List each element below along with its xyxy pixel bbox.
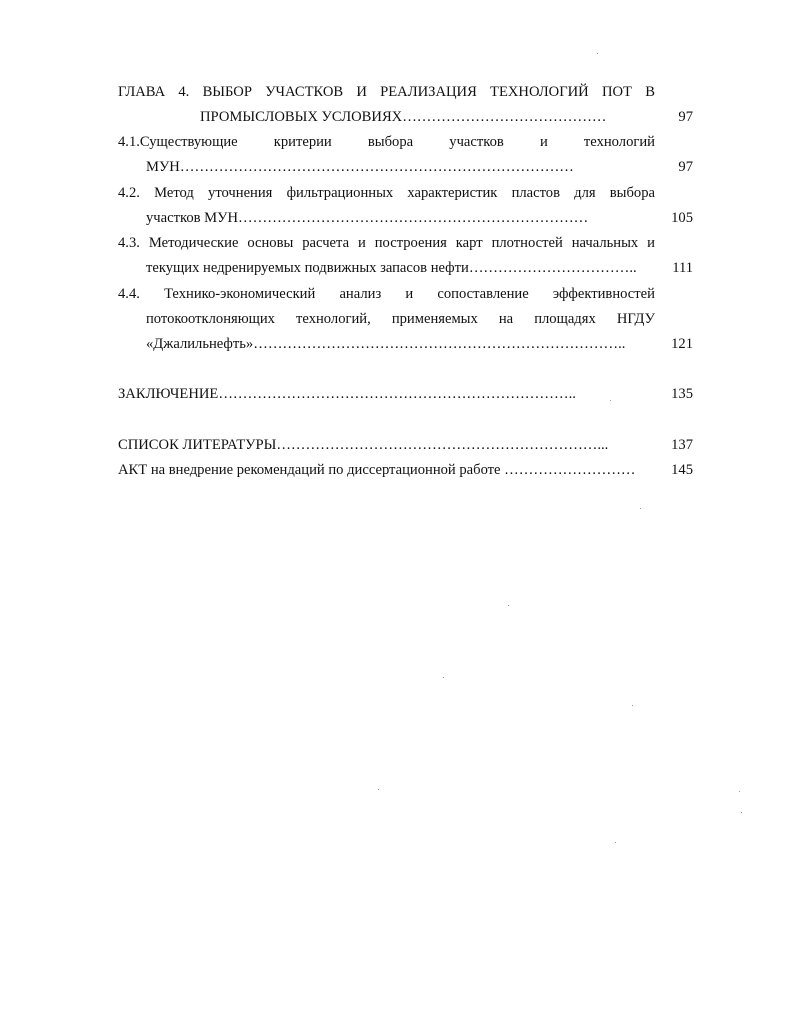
- toc-section-4-2-title-cont: участков МУН………………………………………………………………: [146, 210, 589, 226]
- toc-word: эффективностей: [552, 286, 655, 302]
- toc-word: критерии: [273, 134, 332, 150]
- toc-word: участков: [449, 134, 504, 150]
- toc-word: УЧАСТКОВ: [265, 84, 344, 100]
- scan-speck: [741, 812, 742, 813]
- toc-section-4-1-title-cont: МУН………………………………………………………………………: [146, 159, 574, 175]
- toc-section-4-4-title-words: [118, 283, 655, 305]
- toc-section-4-1-page: 97: [678, 159, 693, 175]
- toc-word: НГДУ: [616, 311, 655, 327]
- scan-speck: [739, 791, 740, 792]
- toc-word: В: [645, 84, 655, 100]
- toc-section-4-4-page: 121: [671, 336, 693, 352]
- toc-word: Методические: [148, 235, 239, 251]
- scan-speck: [508, 605, 509, 606]
- toc-word: потокоотклоняющих: [146, 311, 275, 327]
- toc-word: и: [405, 286, 414, 302]
- scan-speck: [443, 677, 444, 678]
- toc-word: ТЕХНОЛОГИЙ: [490, 84, 589, 100]
- scan-speck: [378, 789, 379, 790]
- toc-word: выбора: [609, 185, 655, 201]
- toc-word: сопоставление: [437, 286, 529, 302]
- toc-section-4-3-title-words: [118, 232, 655, 254]
- toc-word: Метод: [154, 185, 194, 201]
- toc-section-4-2-title-words: [118, 182, 655, 204]
- toc-chapter-4-line-1: [118, 81, 693, 103]
- toc-act-page: 145: [671, 462, 693, 478]
- toc-word: и: [358, 235, 366, 251]
- toc-chapter-4-title-cont: ПРОМЫСЛОВЫХ УСЛОВИЯХ……………………………………: [200, 109, 607, 125]
- toc-section-4-4-title-cont-words: [146, 308, 655, 330]
- toc-section-4-1-line-2: [118, 156, 693, 178]
- toc-word: и: [647, 235, 655, 251]
- toc-references: [118, 434, 693, 456]
- toc-act-title: АКТ на внедрение рекомендаций по диссертационной работе ………………………: [118, 462, 636, 478]
- toc-word: 4.1.Существующие: [118, 134, 238, 150]
- toc-word: площадях: [534, 311, 596, 327]
- toc-word: 4.3.: [118, 235, 140, 251]
- scan-speck: [632, 705, 633, 706]
- toc-word: выбора: [367, 134, 414, 150]
- toc-section-4-4-line-3: [118, 333, 693, 355]
- toc-section-4-3-line-1: [118, 232, 693, 254]
- toc-word: карт: [455, 235, 483, 251]
- toc-section-4-2-page: 105: [671, 210, 693, 226]
- toc-word: пластов: [511, 185, 560, 201]
- toc-word: характеристик: [407, 185, 498, 201]
- toc-word: основы: [247, 235, 294, 251]
- toc-word: плотностей: [491, 235, 563, 251]
- toc-conclusion-page: 135: [671, 386, 693, 402]
- toc-conclusion-title: ЗАКЛЮЧЕНИЕ………………………………………………………………..: [118, 386, 576, 402]
- toc-section-4-4-line-1: [118, 283, 693, 305]
- scan-speck: [640, 508, 641, 509]
- toc-word: начальных: [571, 235, 639, 251]
- toc-word: на: [498, 311, 514, 327]
- toc-word: РЕАЛИЗАЦИЯ: [380, 84, 477, 100]
- toc-section-4-2-line-1: [118, 182, 693, 204]
- scan-speck: [615, 842, 616, 843]
- toc-word: применяемых: [391, 311, 478, 327]
- toc-chapter-4-page: 97: [678, 109, 693, 125]
- toc-word: 4.4.: [118, 286, 140, 302]
- toc-word: анализ: [339, 286, 382, 302]
- toc-word: технологий: [583, 134, 655, 150]
- toc-word: и: [539, 134, 548, 150]
- toc-word: ГЛАВА: [118, 84, 166, 100]
- toc-references-title: СПИСОК ЛИТЕРАТУРЫ…………………………………………………………...: [118, 437, 609, 453]
- toc-references-page: 137: [671, 437, 693, 453]
- toc-section-4-3-line-2: [118, 257, 693, 279]
- toc-section-4-1-title-words: [118, 131, 655, 153]
- toc-word: фильтрационных: [286, 185, 394, 201]
- toc-word: ПОТ: [601, 84, 632, 100]
- toc-word: расчета: [302, 235, 350, 251]
- toc-word: 4.: [178, 84, 190, 100]
- scan-speck: [597, 53, 598, 54]
- scan-speck: [610, 400, 611, 401]
- toc-chapter-4-line-2: [118, 106, 693, 128]
- toc-chapter-4-title-words: [118, 81, 655, 103]
- toc-section-4-3-page: 111: [672, 260, 693, 276]
- toc-word: уточнения: [208, 185, 273, 201]
- toc-act: [118, 459, 693, 481]
- toc-word: 4.2.: [118, 185, 140, 201]
- toc-word: И: [356, 84, 367, 100]
- toc-word: построения: [374, 235, 447, 251]
- toc-word: для: [574, 185, 596, 201]
- toc-word: Технико-экономический: [164, 286, 316, 302]
- toc-section-4-3-title-cont: текущих недренируемых подвижных запасов нефти……………………………..: [146, 260, 637, 276]
- toc-section-4-4-title-end: «Джалильнефть»…………………………………………………………………..: [146, 336, 626, 352]
- toc-conclusion: [118, 383, 693, 405]
- toc-section-4-1-line-1: [118, 131, 693, 153]
- toc-word: технологий,: [296, 311, 371, 327]
- toc-section-4-4-line-2: [118, 308, 693, 330]
- toc-word: ВЫБОР: [202, 84, 252, 100]
- toc-section-4-2-line-2: [118, 207, 693, 229]
